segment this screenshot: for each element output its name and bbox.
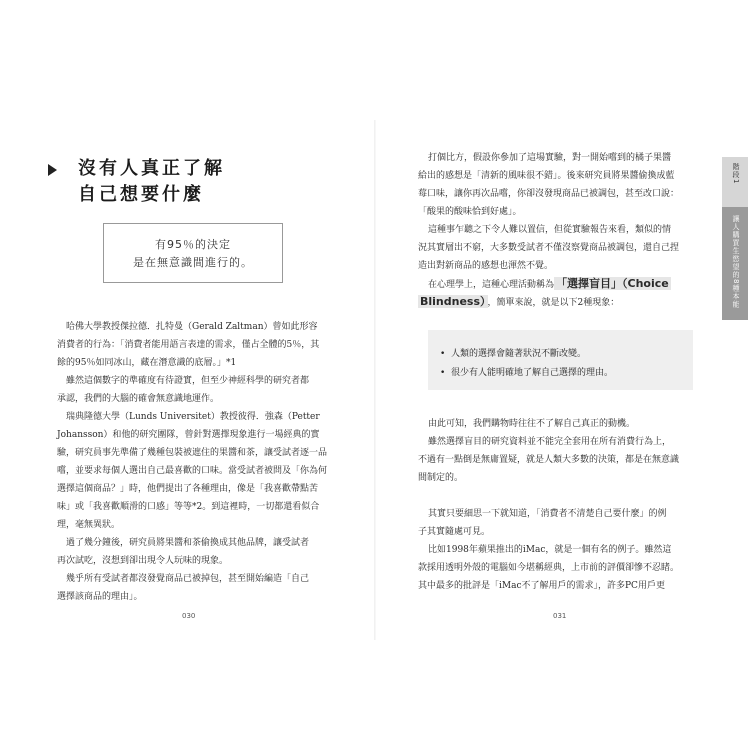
right-text-line: 比如1998年蘋果推出的iMac，就是一個有名的例子。雖然這 bbox=[428, 545, 672, 555]
left-text-line: 味」或「我喜歡順滑的口感」等等*2。到這裡時，一切都還看似合 bbox=[57, 502, 320, 512]
title-arrow-icon bbox=[48, 164, 57, 176]
side-strip-label: 讓人購買生慾望的8種本能 bbox=[732, 215, 740, 309]
right-text-line: 造出對新商品的感想也渾然不覺。 bbox=[418, 261, 554, 271]
right-text-line: 不過有一點倒是無庸置疑，就是人類大多數的決策，都是在無意識 bbox=[418, 455, 680, 465]
quote-box bbox=[103, 223, 283, 283]
highlight-term-1: 「選擇盲目」（Choice bbox=[556, 277, 669, 290]
highlight-term-2: Blindness） bbox=[420, 295, 486, 308]
bullet-text-2: 很少有人能明確地了解自己選擇的理由。 bbox=[451, 368, 614, 378]
left-text-line: 過了幾分鐘後，研究員將果醬和茶偷換成其他品牌，讓受試者 bbox=[66, 538, 310, 548]
title-line-1: 沒有人真正了解 bbox=[78, 158, 225, 179]
left-text-line: 消費者的行為：「消費者能用語言表達的需求，僅占全體的5％，其 bbox=[57, 340, 320, 350]
left-text-line: 哈佛大學教授傑拉德．扎特曼（Gerald Zaltman）曾如此形容 bbox=[66, 322, 318, 332]
psych-line-prefix: 在心理學上，這種心理活動稱為 bbox=[428, 280, 555, 290]
bullet-text-1: 人類的選擇會隨著狀況不斷改變。 bbox=[451, 349, 587, 359]
right-text-line: 莓口味，讓你再次品嚐，你卻沒發現商品已被調包，甚至改口說： bbox=[418, 189, 680, 199]
right-text-line: 款採用透明外殼的電腦如今堪稱經典，上市前的評價卻慘不忍睹。 bbox=[418, 563, 680, 573]
side-tab-label: 階段1 bbox=[732, 163, 740, 185]
left-text-line: 理，毫無異狀。 bbox=[57, 520, 121, 530]
left-text-line: 餘的95％如同冰山，藏在潛意識的底層。」*1 bbox=[57, 358, 237, 368]
title-line-2: 自己想要什麼 bbox=[78, 184, 204, 205]
page-number-right: 031 bbox=[553, 612, 567, 620]
right-text-line: 子其實隨處可見。 bbox=[418, 527, 491, 537]
quote-line-2: 是在無意識間進行的。 bbox=[133, 256, 253, 269]
left-text-line: Johansson）和他的研究團隊，曾針對選擇現象進行一場經典的實 bbox=[57, 430, 320, 440]
bullet-box bbox=[428, 330, 693, 390]
psych-line-2 bbox=[418, 296, 619, 309]
right-text-line: 打個比方，假設你參加了這場實驗，對一開始嚐到的橘子果醬 bbox=[428, 153, 672, 163]
left-text-line: 再次試吃，沒想到卻出現令人玩味的現象。 bbox=[57, 556, 229, 566]
page-number-left: 030 bbox=[182, 612, 196, 620]
quote-line-1: 有95％的決定 bbox=[155, 238, 231, 251]
bullet-item-1: • 人類的選擇會隨著狀況不斷改變。 bbox=[440, 349, 587, 359]
right-text-line: 這種事乍聽之下令人難以置信，但從實驗報告來看，類似的情 bbox=[428, 225, 672, 235]
left-text-line: 選擇該商品的理由」。 bbox=[57, 592, 143, 602]
book-side-strip bbox=[722, 207, 748, 320]
right-text-line: 「酸果的酸味恰到好處」。 bbox=[418, 207, 522, 217]
psych-line bbox=[428, 278, 671, 291]
right-text-line: 間制定的。 bbox=[418, 473, 464, 483]
left-text-line: 瑞典隆德大學（Lunds Universitet）教授彼得．強森（Petter bbox=[66, 412, 320, 422]
right-text-line: 其中最多的批評是「iMac不了解用戶的需求」，許多PC用戶更 bbox=[418, 581, 665, 591]
right-text-line: 由此可知，我們購物時往往不了解自己真正的動機。 bbox=[428, 419, 636, 429]
psych-line-suffix: ，簡單來說，就是以下2種現象： bbox=[487, 298, 620, 308]
right-text-line: 況其實層出不窮，大多數受試者不僅沒察覺商品被調包，還自己捏 bbox=[418, 243, 680, 253]
left-text-line: 選擇這個商品？」時，他們提出了各種理由，像是「我喜歡帶點苦 bbox=[57, 484, 319, 494]
chapter-side-tab bbox=[722, 157, 748, 207]
left-text-line: 雖然這個數字的準確度有待證實，但至少神經科學的研究者都 bbox=[66, 376, 310, 386]
right-text-line: 雖然選擇盲目的研究資料並不能完全套用在所有消費行為上， bbox=[428, 437, 672, 447]
bullet-item-2: • 很少有人能明確地了解自己選擇的理由。 bbox=[440, 368, 614, 378]
right-text-line: 給出的感想是「清新的風味很不錯」。後來研究員將果醬偷換成藍 bbox=[418, 171, 675, 181]
left-text-line: 驗，研究員事先準備了幾種包裝被遮住的果醬和茶，讓受試者逐一品 bbox=[57, 448, 328, 458]
right-text-line: 其實只要細思一下就知道，「消費者不清楚自己要什麼」的例 bbox=[428, 509, 667, 519]
left-text-line: 幾乎所有受試者都沒發覺商品已被掉包，甚至開始編造「自己 bbox=[66, 574, 310, 584]
left-text-line: 嚐，並要求每個人選出自己最喜歡的口味。當受試者被問及「你為何 bbox=[57, 466, 328, 476]
left-text-line: 承認，我們的大腦的確會無意識地運作。 bbox=[57, 394, 220, 404]
